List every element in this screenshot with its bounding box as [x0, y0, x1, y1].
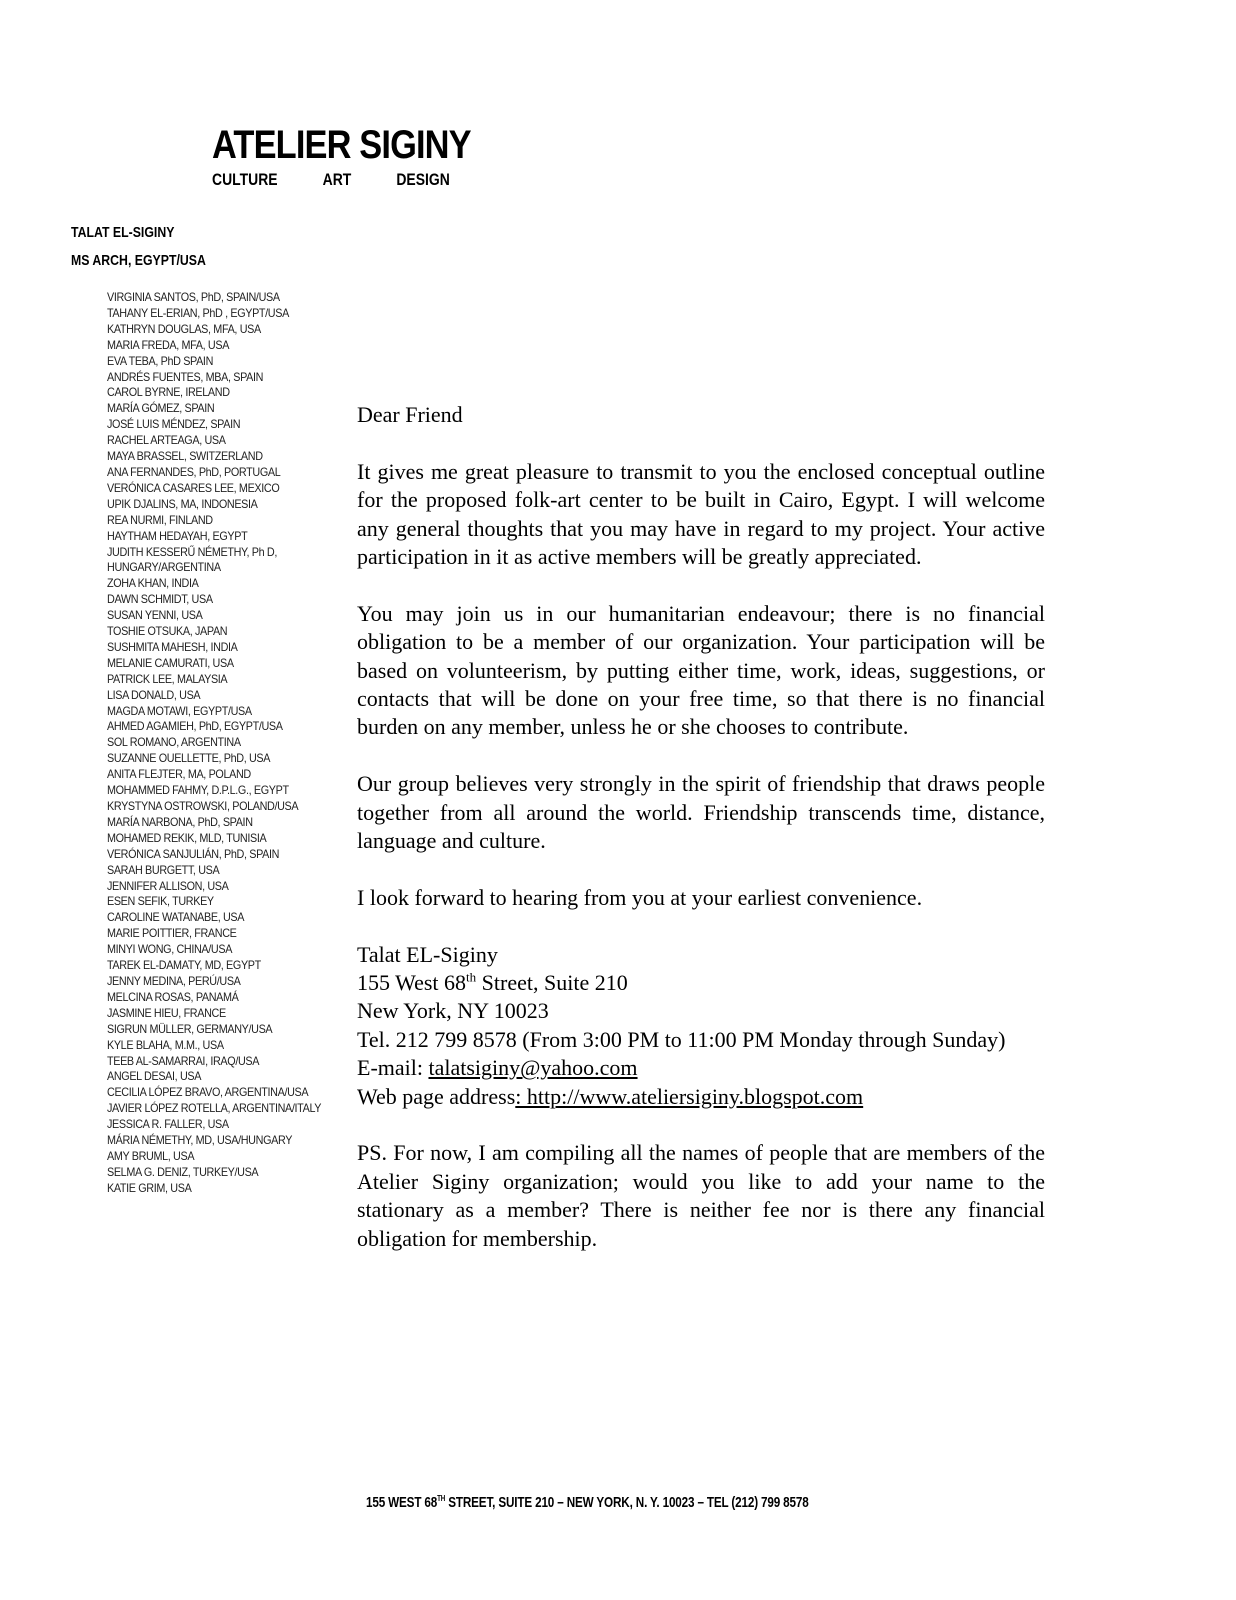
member-item: SOL ROMANO, ARGENTINA	[107, 735, 241, 750]
member-item: VIRGINIA SANTOS, PhD, SPAIN/USA	[107, 290, 280, 304]
signature-name: Talat EL-Siginy	[357, 941, 498, 967]
member-item: KYLE BLAHA, M.M., USA	[107, 1037, 224, 1052]
web-link[interactable]: : http://www.ateliersiginy.blogspot.com	[515, 1083, 864, 1109]
founder-name: TALAT EL-SIGINY	[71, 224, 175, 241]
member-item: MARIE POITTIER, FRANCE	[107, 926, 237, 941]
member-item: CAROL BYRNE, IRELAND	[107, 385, 230, 400]
signature-tel: Tel. 212 799 8578 (From 3:00 PM to 11:00 PM Monday through Sunday)	[357, 1026, 1006, 1052]
member-item: JUDITH KESSERŰ NÉMETHY, Ph D,	[107, 544, 278, 559]
member-item: MARIA FREDA, MFA, USA	[107, 337, 230, 352]
brand-block	[212, 124, 513, 190]
brand-tagline	[212, 170, 450, 190]
member-item: CAROLINE WATANABE, USA	[107, 910, 245, 925]
postscript: PS. For now, I am compiling all the names of people that are members of the Atelier Siginy organization; would you like to add your name to the stationary as a member? There is neither fee nor is there any financial obligation for membership.	[357, 1140, 1045, 1251]
member-item: VERÓNICA SANJULIÁN, PhD, SPAIN	[107, 846, 280, 861]
paragraph-1: It gives me great pleasure to transmit to you the enclosed conceptual outline for the proposed folk-art center to be built in Cairo, Egypt. I will welcome any general thoughts that you may have in regard to my project. Your active participation in it as active members will be greatly appreciated.	[357, 458, 1045, 570]
member-item: REA NURMI, FINLAND	[107, 512, 213, 527]
member-item: MÁRIA NÉMETHY, MD, USA/HUNGARY	[107, 1133, 293, 1148]
member-item: JAVIER LÓPEZ ROTELLA, ARGENTINA/ITALY	[107, 1101, 322, 1116]
member-item: ESEN SEFIK, TURKEY	[107, 894, 214, 909]
member-item: MARÍA NARBONA, PhD, SPAIN	[107, 814, 253, 829]
founder-credentials: MS ARCH, EGYPT/USA	[71, 252, 206, 269]
member-item: HUNGARY/ARGENTINA	[107, 560, 221, 575]
member-item: MAGDA MOTAWI, EGYPT/USA	[107, 703, 252, 718]
footer-address: 155 WEST 68TH STREET, SUITE 210 – NEW YORK, N. Y. 10023 – TEL (212) 799 8578	[366, 1494, 809, 1511]
member-item: ANA FERNANDES, PhD, PORTUGAL	[107, 464, 281, 479]
member-item: ZOHA KHAN, INDIA	[107, 576, 199, 591]
signature-street: 155 West 68th Street, Suite 210	[357, 969, 628, 996]
member-item: KRYSTYNA OSTROWSKI, POLAND/USA	[107, 799, 299, 813]
signature-city: New York, NY 10023	[357, 998, 549, 1024]
member-item: JOSÉ LUIS MÉNDEZ, SPAIN	[107, 417, 241, 432]
member-item: VERÓNICA CASARES LEE, MEXICO	[107, 480, 280, 495]
brand-title: ATELIER SIGINY	[212, 123, 471, 167]
member-item: AHMED AGAMIEH, PhD, EGYPT/USA	[107, 719, 283, 734]
member-item: SUSHMITA MAHESH, INDIA	[107, 639, 238, 654]
signature-email: E-mail: talatsiginy@yahoo.com	[357, 1055, 638, 1081]
member-item: AMY BRUML, USA	[107, 1148, 195, 1163]
member-item: TOSHIE OTSUKA, JAPAN	[107, 624, 228, 639]
member-item: EVA TEBA, PhD SPAIN	[107, 353, 214, 368]
member-item: KATHRYN DOUGLAS, MFA, USA	[107, 321, 261, 336]
member-item: ANITA FLEJTER, MA, POLAND	[107, 767, 251, 782]
member-item: TAREK EL-DAMATY, MD, EGYPT	[107, 958, 261, 973]
email-link[interactable]: talatsiginy@yahoo.com	[428, 1055, 638, 1081]
tagline-culture: CULTURE	[212, 170, 278, 189]
member-item: SUSAN YENNI, USA	[107, 608, 203, 623]
member-item: KATIE GRIM, USA	[107, 1180, 192, 1195]
member-item: SARAH BURGETT, USA	[107, 862, 220, 877]
member-item: MINYI WONG, CHINA/USA	[107, 942, 233, 957]
member-item: MARÍA GÓMEZ, SPAIN	[107, 401, 215, 416]
paragraph-3: Our group believes very strongly in the spirit of friendship that draws people together from all around the world. Friendship transcends time, distance, language and culture.	[357, 771, 1045, 854]
member-item: DAWN SCHMIDT, USA	[107, 592, 213, 607]
salutation: Dear Friend	[357, 402, 463, 427]
paragraph-4: I look forward to hearing from you at your earliest convenience.	[357, 884, 923, 910]
member-item: SUZANNE OUELLETTE, PhD, USA	[107, 751, 271, 766]
member-item: PATRICK LEE, MALAYSIA	[107, 671, 228, 686]
members-list	[107, 290, 345, 1197]
founder-block	[71, 219, 206, 275]
member-item: HAYTHAM HEDAYAH, EGYPT	[107, 528, 248, 543]
member-item: SELMA G. DENIZ, TURKEY/USA	[107, 1164, 259, 1179]
member-item: MOHAMMED FAHMY, D.P.L.G., EGYPT	[107, 783, 289, 798]
member-item: TAHANY EL-ERIAN, PhD , EGYPT/USA	[107, 305, 289, 320]
tagline-art: ART	[322, 170, 352, 189]
member-item: MELANIE CAMURATI, USA	[107, 655, 234, 670]
paragraph-2: You may join us in our humanitarian endeavour; there is no financial obligation to be a member of our organization. Your participation will be based on volunteerism, by putting either time, work, ideas, suggestions, or contacts that will be done on your free time, so that there is no financial burden on any member, unless he or she chooses to contribute.	[357, 600, 1045, 740]
tagline-design: DESIGN	[396, 170, 450, 189]
signature-web: Web page address: http://www.ateliersiginy.blogspot.com	[357, 1083, 864, 1109]
member-item: JENNIFER ALLISON, USA	[107, 878, 229, 893]
member-item: CECILIA LÓPEZ BRAVO, ARGENTINA/USA	[107, 1085, 309, 1100]
member-item: ANGEL DESAI, USA	[107, 1069, 202, 1084]
member-item: JENNY MEDINA, PERÚ/USA	[107, 973, 241, 988]
member-item: MELCINA ROSAS, PANAMÁ	[107, 989, 239, 1004]
member-item: ANDRÉS FUENTES, MBA, SPAIN	[107, 369, 264, 384]
member-item: MOHAMED REKIK, MLD, TUNISIA	[107, 830, 267, 845]
member-item: TEEB AL-SAMARRAI, IRAQ/USA	[107, 1053, 260, 1068]
signature-block	[357, 941, 1045, 1111]
member-item: LISA DONALD, USA	[107, 687, 201, 702]
letter-body	[357, 401, 1045, 1281]
member-item: MAYA BRASSEL, SWITZERLAND	[107, 449, 263, 464]
member-item: JESSICA R. FALLER, USA	[107, 1117, 229, 1132]
member-item: JASMINE HIEU, FRANCE	[107, 1005, 226, 1020]
member-item: RACHEL ARTEAGA, USA	[107, 433, 226, 448]
member-item: SIGRUN MÜLLER, GERMANY/USA	[107, 1021, 273, 1036]
member-item: UPIK DJALINS, MA, INDONESIA	[107, 496, 258, 511]
